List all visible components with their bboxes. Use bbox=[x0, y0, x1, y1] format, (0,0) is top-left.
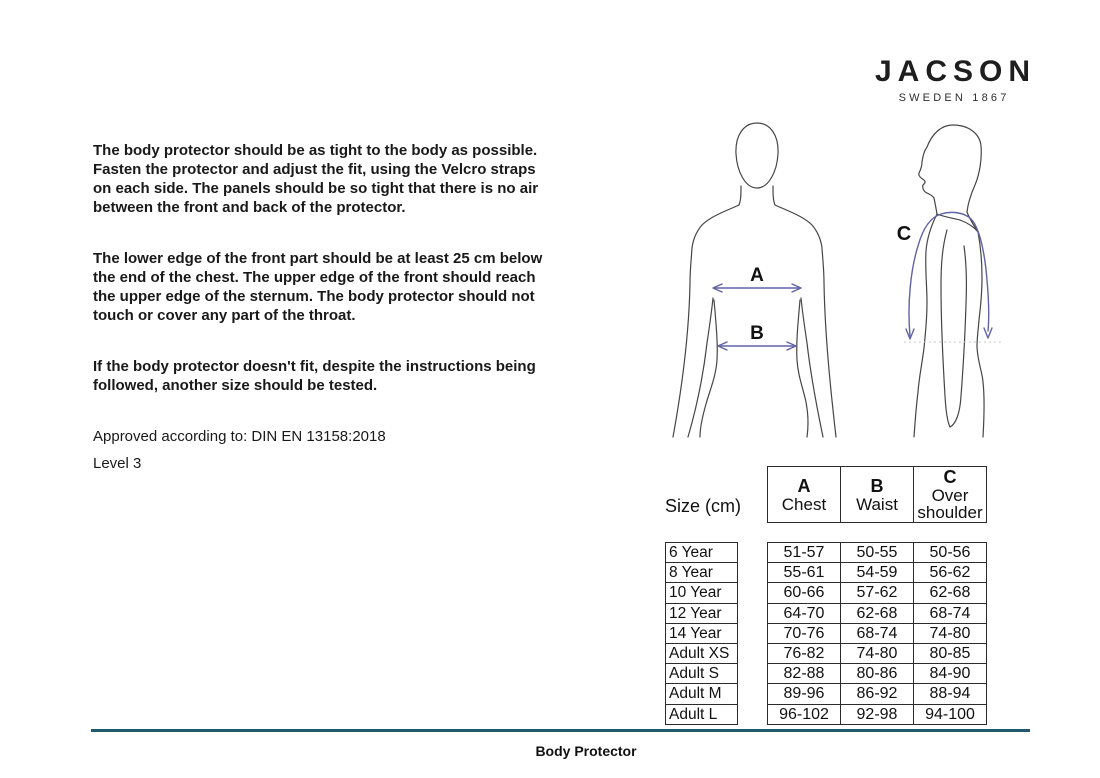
cell-chest: 55-61 bbox=[783, 564, 825, 582]
approval-standard-line: Approved according to: DIN EN 13158:2018 bbox=[93, 428, 386, 445]
size-row-label: 8 Year bbox=[666, 562, 737, 582]
size-row-label: 14 Year bbox=[666, 623, 737, 643]
header-col-chest bbox=[768, 467, 840, 522]
footer-divider-rule bbox=[91, 729, 1030, 732]
label-b: B bbox=[750, 323, 764, 344]
cell-waist: 86-92 bbox=[840, 684, 913, 703]
header-key-b: B bbox=[870, 475, 884, 496]
cell-chest: 76-82 bbox=[783, 644, 825, 662]
header-label-chest: Chest bbox=[781, 494, 827, 514]
cell-over-shoulder: 68-74 bbox=[913, 604, 986, 623]
brand-tagline: SWEDEN 1867 bbox=[898, 92, 1010, 104]
label-c: C bbox=[896, 223, 912, 245]
table-row bbox=[768, 543, 986, 562]
cell-chest: 82-88 bbox=[783, 665, 825, 683]
table-row bbox=[768, 704, 986, 724]
size-row-label: Adult M bbox=[666, 683, 737, 703]
cell-chest: 60-66 bbox=[783, 584, 825, 602]
size-table-corner-label: Size (cm) bbox=[665, 496, 741, 516]
table-row bbox=[768, 663, 986, 683]
cell-waist: 92-98 bbox=[840, 705, 913, 724]
cell-chest: 51-57 bbox=[783, 544, 825, 561]
brand-logo bbox=[874, 55, 1036, 104]
header-label-over-shoulder: Over shoulder bbox=[917, 486, 983, 522]
cell-chest: 64-70 bbox=[783, 604, 825, 622]
cell-waist: 54-59 bbox=[840, 563, 913, 582]
table-row bbox=[768, 683, 986, 703]
size-table-header bbox=[767, 466, 987, 523]
table-row bbox=[768, 582, 986, 602]
header-col-over-shoulder bbox=[913, 467, 986, 522]
header-key-a: A bbox=[797, 475, 811, 496]
size-values-table bbox=[767, 542, 987, 725]
cell-waist: 80-86 bbox=[840, 664, 913, 683]
table-row bbox=[768, 623, 986, 643]
label-a: A bbox=[750, 265, 764, 286]
size-row-label: Adult L bbox=[666, 704, 737, 724]
footer-product-title: Body Protector bbox=[535, 743, 637, 759]
resize-advice-paragraph: If the body protector doesn't fit, despite the instructions being followed, another size should be tested. bbox=[93, 358, 536, 394]
cell-chest: 96-102 bbox=[779, 705, 829, 723]
cell-over-shoulder: 80-85 bbox=[913, 644, 986, 663]
edge-position-paragraph: The lower edge of the front part should be at least 25 cm below the end of the chest. The upper edge of the front should reach the upper edge of the sternum. The body protector should not touch or cover any part of the throat. bbox=[93, 250, 543, 324]
instructions-block bbox=[93, 141, 548, 473]
size-row-label: Adult XS bbox=[666, 643, 737, 663]
cell-chest: 89-96 bbox=[783, 685, 825, 703]
cell-waist: 57-62 bbox=[840, 583, 913, 602]
cell-over-shoulder: 74-80 bbox=[913, 624, 986, 643]
approval-level-line: Level 3 bbox=[93, 455, 142, 472]
approval-block bbox=[93, 427, 548, 473]
brand-name: JACSON bbox=[874, 55, 1036, 88]
size-row-label: 10 Year bbox=[666, 582, 737, 602]
fit-instructions-paragraph: The body protector should be as tight to the body as possible. Fasten the protector and adjust the fit, using the Velcro straps on each side. The panels should be so tight that there is no air between the front and back of the protector. bbox=[93, 142, 539, 216]
cell-over-shoulder: 84-90 bbox=[913, 664, 986, 683]
table-row bbox=[768, 603, 986, 623]
cell-chest: 70-76 bbox=[783, 624, 825, 642]
cell-over-shoulder: 56-62 bbox=[913, 563, 986, 582]
cell-over-shoulder: 50-56 bbox=[913, 543, 986, 562]
size-row-label: 12 Year bbox=[666, 603, 737, 623]
cell-over-shoulder: 94-100 bbox=[913, 705, 986, 724]
table-row bbox=[768, 643, 986, 663]
size-row-label: Adult S bbox=[666, 663, 737, 683]
cell-over-shoulder: 62-68 bbox=[913, 583, 986, 602]
measurement-diagram bbox=[650, 108, 1030, 443]
header-label-waist: Waist bbox=[856, 494, 898, 514]
cell-waist: 62-68 bbox=[840, 604, 913, 623]
header-key-c: C bbox=[943, 467, 957, 487]
cell-waist: 74-80 bbox=[840, 644, 913, 663]
cell-waist: 50-55 bbox=[840, 543, 913, 562]
cell-over-shoulder: 88-94 bbox=[913, 684, 986, 703]
size-name-column bbox=[665, 542, 738, 725]
cell-waist: 68-74 bbox=[840, 624, 913, 643]
size-row-label: 6 Year bbox=[669, 544, 713, 561]
table-row bbox=[768, 562, 986, 582]
header-col-waist bbox=[840, 467, 913, 522]
